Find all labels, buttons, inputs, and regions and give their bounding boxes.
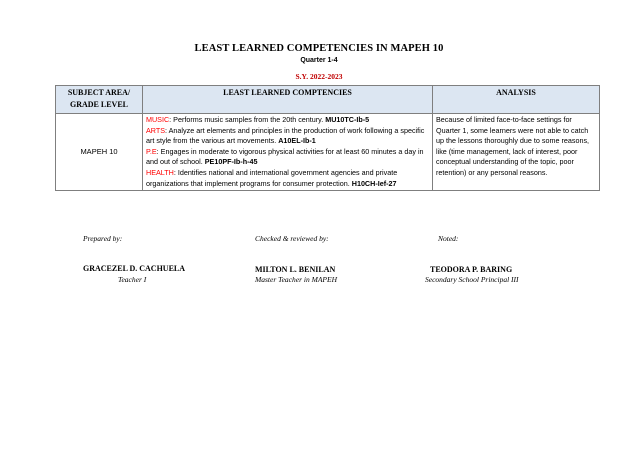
competency-health <box>146 168 429 189</box>
header-subject-area: SUBJECT AREA/ GRADE LEVEL <box>56 86 143 114</box>
competency-text: : Performs music samples from the 20th century. <box>169 115 326 124</box>
checked-by-title: Master Teacher in MAPEH <box>255 275 338 284</box>
quarter-label: Quarter 1-4 <box>300 57 338 64</box>
school-year: S.Y. 2022-2023 <box>295 72 343 81</box>
prepared-by-name: GRACEZEL D. CACHUELA <box>83 264 186 273</box>
competency-text: : Analyze art elements and principles in the production of work following a specific art style from the various art movements. <box>146 125 425 146</box>
competency-pe <box>146 147 429 168</box>
header-competencies: LEAST LEARNED COMPTENCIES <box>143 86 433 114</box>
table-row <box>56 114 600 191</box>
noted-by-name: TEODORA P. BARING <box>430 265 513 274</box>
competency-code: MU10TC-Ib-5 <box>325 115 370 124</box>
competency-code: A10EL-Ib-1 <box>278 136 316 146</box>
checked-by-label: Checked & reviewed by: <box>255 234 329 243</box>
competency-code: PE10PF-Ib-h-45 <box>204 157 258 167</box>
prepared-by-label: Prepared by: <box>83 234 123 243</box>
competency-text: : Identifies national and international government agencies and private organizations that implement programs for consumer protection. <box>146 167 398 188</box>
competency-label: ARTS <box>146 125 166 135</box>
noted-by-title: Secondary School Principal III <box>425 275 519 284</box>
subject-cell: MAPEH 10 <box>56 114 143 191</box>
competency-code: H10CH-Ief-27 <box>351 178 397 188</box>
competency-label: HEALTH <box>146 167 174 177</box>
table-header-row <box>56 86 600 114</box>
document-title: LEAST LEARNED COMPETENCIES IN MAPEH 10 <box>194 43 444 54</box>
noted-label: Noted: <box>438 234 459 243</box>
competency-label: MUSIC <box>146 115 170 124</box>
prepared-by-title: Teacher I <box>118 275 147 284</box>
competencies-cell <box>143 114 433 191</box>
analysis-cell: Because of limited face-to-face settings for Quarter 1, some learners were not able to catch up the lessons thoroughly due to some reasons, like (time management, lack of interest, poor conceptual understanding of the topic, poor retention) or any personal reasons. <box>433 114 600 191</box>
competency-text: : Engages in moderate to vigorous physical activities for at least 60 minutes a day in and out of school. <box>146 146 424 167</box>
competency-arts <box>146 126 429 147</box>
header-analysis: ANALYSIS <box>433 86 600 114</box>
competencies-table <box>55 85 600 191</box>
checked-by-name: MILTON L. BENILAN <box>255 265 336 274</box>
competency-music <box>146 115 429 126</box>
competency-label: P.E <box>146 146 157 156</box>
